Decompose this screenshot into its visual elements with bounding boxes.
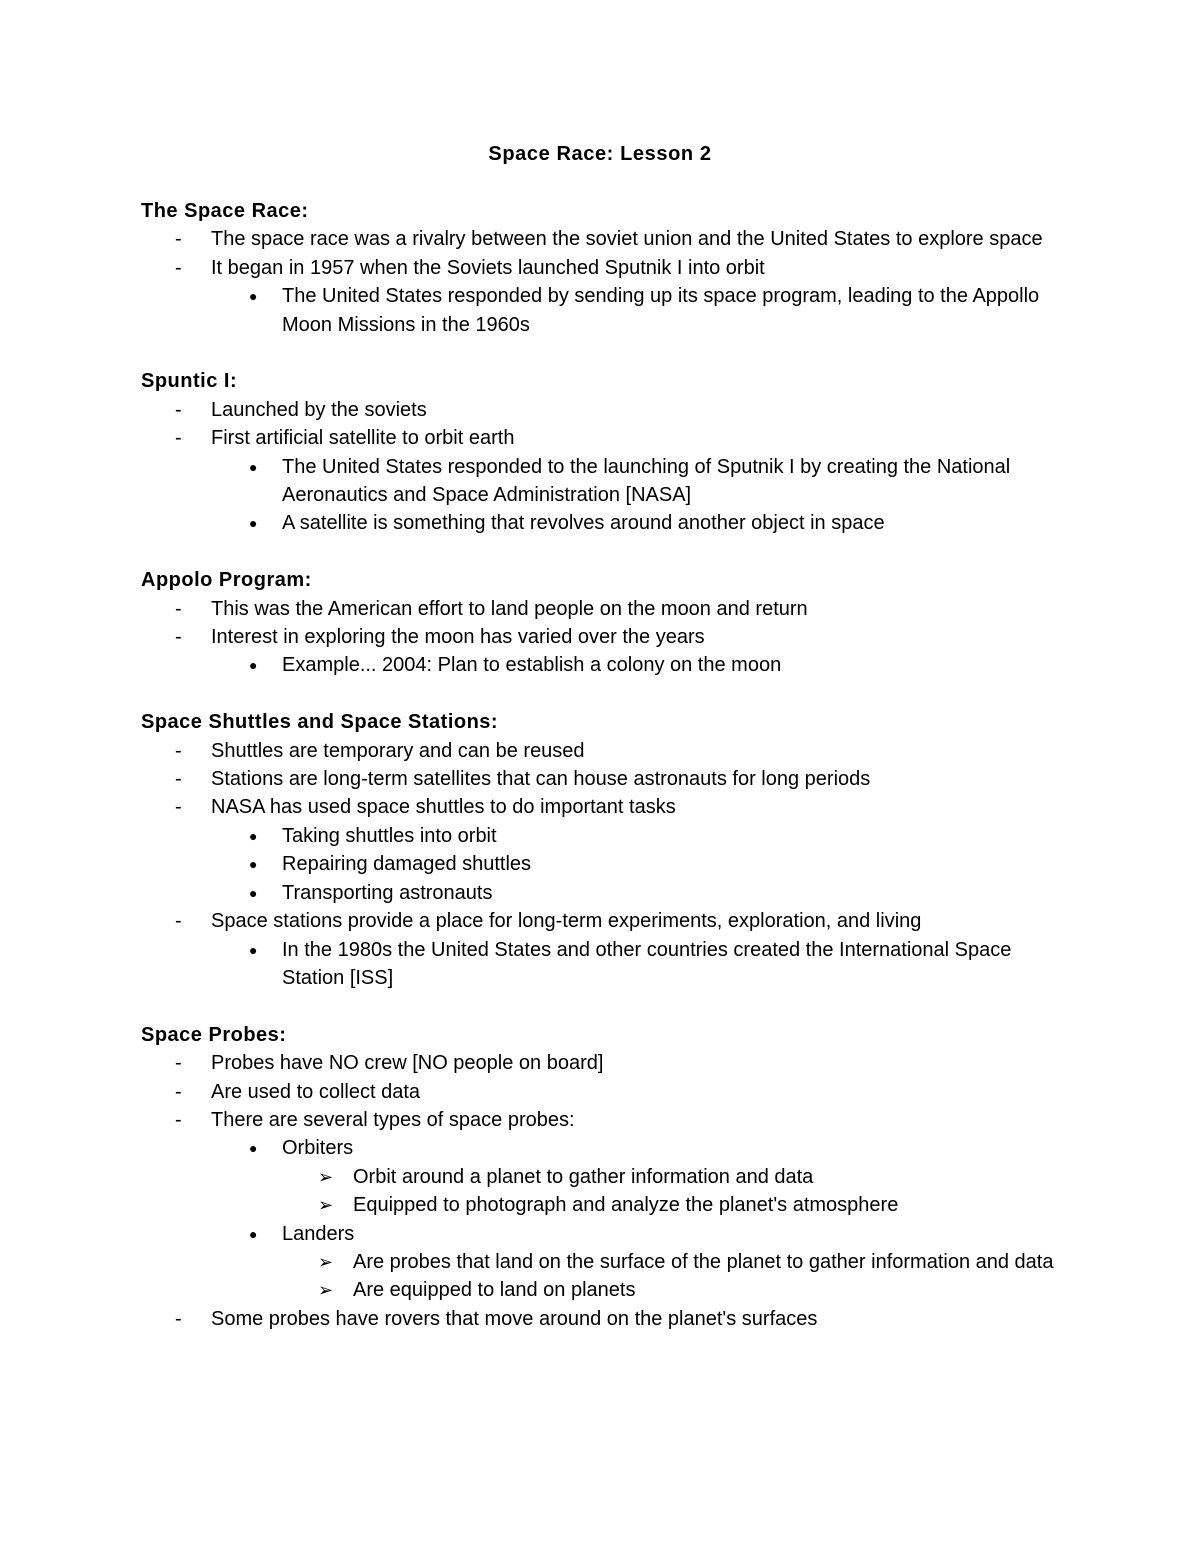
list-item-text: Orbit around a planet to gather information and data	[353, 1165, 814, 1188]
list-item-text: A satellite is something that revolves around another object in space	[282, 512, 885, 535]
list-item-text: The United States responded by sending up its space program, leading to the Appollo Moon Missions in the 1960s	[282, 285, 1040, 336]
section-apollo-program	[141, 566, 1061, 680]
document-body	[141, 197, 1061, 1362]
list-item	[141, 1078, 1061, 1106]
list-item	[141, 879, 1061, 907]
list-item-text: Are probes that land on the surface of the planet to gather information and data	[353, 1250, 1054, 1273]
list-item-text: Are equipped to land on planets	[353, 1279, 636, 1302]
section-heading: Space Shuttles and Space Stations:	[141, 711, 499, 734]
list-item	[141, 254, 1061, 282]
list-item	[141, 822, 1061, 850]
list-item	[141, 1248, 1061, 1276]
bullet-icon: ●	[249, 657, 258, 674]
list-item	[141, 396, 1061, 424]
section-heading: The Space Race:	[141, 200, 309, 222]
list-item-text: Transporting astronauts	[282, 881, 493, 904]
list-item	[141, 1134, 1061, 1162]
list-item-text: Repairing damaged shuttles	[282, 853, 532, 876]
bullet-icon: ●	[249, 1225, 258, 1242]
list-item	[141, 623, 1061, 651]
section-heading: Space Probes:	[141, 1023, 287, 1046]
arrow-bullet-icon: ➢	[318, 1251, 334, 1272]
list-item-text: Example... 2004: Plan to establish a colony on the moon	[282, 654, 782, 677]
list-item	[141, 595, 1061, 623]
dash-marker: -	[175, 739, 182, 762]
dash-marker: -	[175, 228, 182, 251]
list-item-text: Orbiters	[282, 1137, 354, 1160]
list-item-text: The United States responded to the launching of Sputnik I by creating the National Aeronautics and Space Administration [NASA]	[282, 455, 1011, 507]
list-item-text: First artificial satellite to orbit earth	[211, 427, 515, 450]
list-item-text: Interest in exploring the moon has varied over the years	[211, 626, 705, 649]
section-heading: Spuntic I:	[141, 370, 238, 393]
list-item	[141, 765, 1061, 793]
dash-marker: -	[175, 256, 182, 279]
list-item	[141, 907, 1061, 935]
list-item	[141, 793, 1061, 821]
section-space-race	[141, 197, 1061, 339]
dash-marker: -	[175, 626, 182, 649]
list-item-text: Equipped to photograph and analyze the planet's atmosphere	[353, 1194, 899, 1217]
dash-marker: -	[175, 910, 182, 933]
list-item-text: Shuttles are temporary and can be reused	[211, 739, 585, 762]
list-item	[141, 509, 1061, 537]
list-item	[141, 453, 1061, 510]
dash-marker: -	[175, 768, 182, 791]
list-item-text: Some probes have rovers that move around on the planet's surfaces	[211, 1307, 818, 1330]
list-item	[141, 1276, 1061, 1304]
dash-marker: -	[175, 1108, 182, 1131]
list-item	[141, 1163, 1061, 1191]
arrow-bullet-icon: ➢	[318, 1195, 334, 1216]
list-item	[141, 936, 1061, 993]
list-item	[141, 225, 1061, 253]
list-item	[141, 1049, 1061, 1077]
list-item-text: Stations are long-term satellites that can house astronauts for long periods	[211, 768, 871, 791]
dash-marker: -	[175, 427, 182, 450]
list-item-text: In the 1980s the United States and other countries created the International Space Station [ISS]	[282, 938, 1012, 989]
list-item	[141, 850, 1061, 878]
list-item-text: Space stations provide a place for long-term experiments, exploration, and living	[211, 910, 922, 933]
list-item-text: Probes have NO crew [NO people on board]	[211, 1052, 604, 1075]
bullet-list	[141, 737, 1061, 993]
dash-marker: -	[175, 597, 182, 620]
list-item	[141, 1220, 1061, 1248]
dash-marker: -	[175, 796, 182, 819]
bullet-icon: ●	[249, 458, 258, 475]
page-title: Space Race: Lesson 2	[488, 143, 712, 165]
bullet-icon: ●	[249, 827, 258, 844]
dash-marker: -	[175, 1080, 182, 1103]
list-item	[141, 651, 1061, 679]
section-sputnik	[141, 367, 1061, 537]
section-heading: Appolo Program:	[141, 569, 312, 592]
list-item-text: This was the American effort to land people on the moon and return	[211, 597, 808, 620]
list-item	[141, 1191, 1061, 1219]
bullet-list	[141, 1049, 1061, 1333]
list-item-text: Landers	[282, 1222, 355, 1245]
list-item	[141, 1106, 1061, 1134]
bullet-icon: ●	[249, 288, 258, 305]
dash-marker: -	[175, 1307, 182, 1330]
bullet-list	[141, 595, 1061, 680]
list-item-text: There are several types of space probes:	[211, 1108, 575, 1131]
list-item-text: NASA has used space shuttles to do important tasks	[211, 796, 676, 819]
list-item	[141, 282, 1061, 339]
bullet-icon: ●	[249, 941, 258, 958]
list-item-text: It began in 1957 when the Soviets launched Sputnik I into orbit	[211, 256, 765, 279]
list-item	[141, 737, 1061, 765]
arrow-bullet-icon: ➢	[318, 1280, 334, 1301]
dash-marker: -	[175, 1052, 182, 1075]
bullet-list	[141, 396, 1061, 538]
list-item-text: Are used to collect data	[211, 1080, 421, 1103]
dash-marker: -	[175, 398, 182, 421]
list-item	[141, 1305, 1061, 1333]
list-item-text: Launched by the soviets	[211, 398, 427, 421]
bullet-icon: ●	[249, 884, 258, 901]
section-space-probes	[141, 1021, 1061, 1333]
bullet-icon: ●	[249, 856, 258, 873]
list-item	[141, 424, 1061, 452]
bullet-icon: ●	[249, 515, 258, 532]
arrow-bullet-icon: ➢	[318, 1166, 334, 1187]
list-item-text: The space race was a rivalry between the soviet union and the United States to explore space	[211, 228, 1043, 251]
bullet-icon: ●	[249, 1140, 258, 1157]
list-item-text: Taking shuttles into orbit	[282, 824, 497, 847]
bullet-list	[141, 225, 1061, 339]
section-shuttles-stations	[141, 708, 1061, 992]
